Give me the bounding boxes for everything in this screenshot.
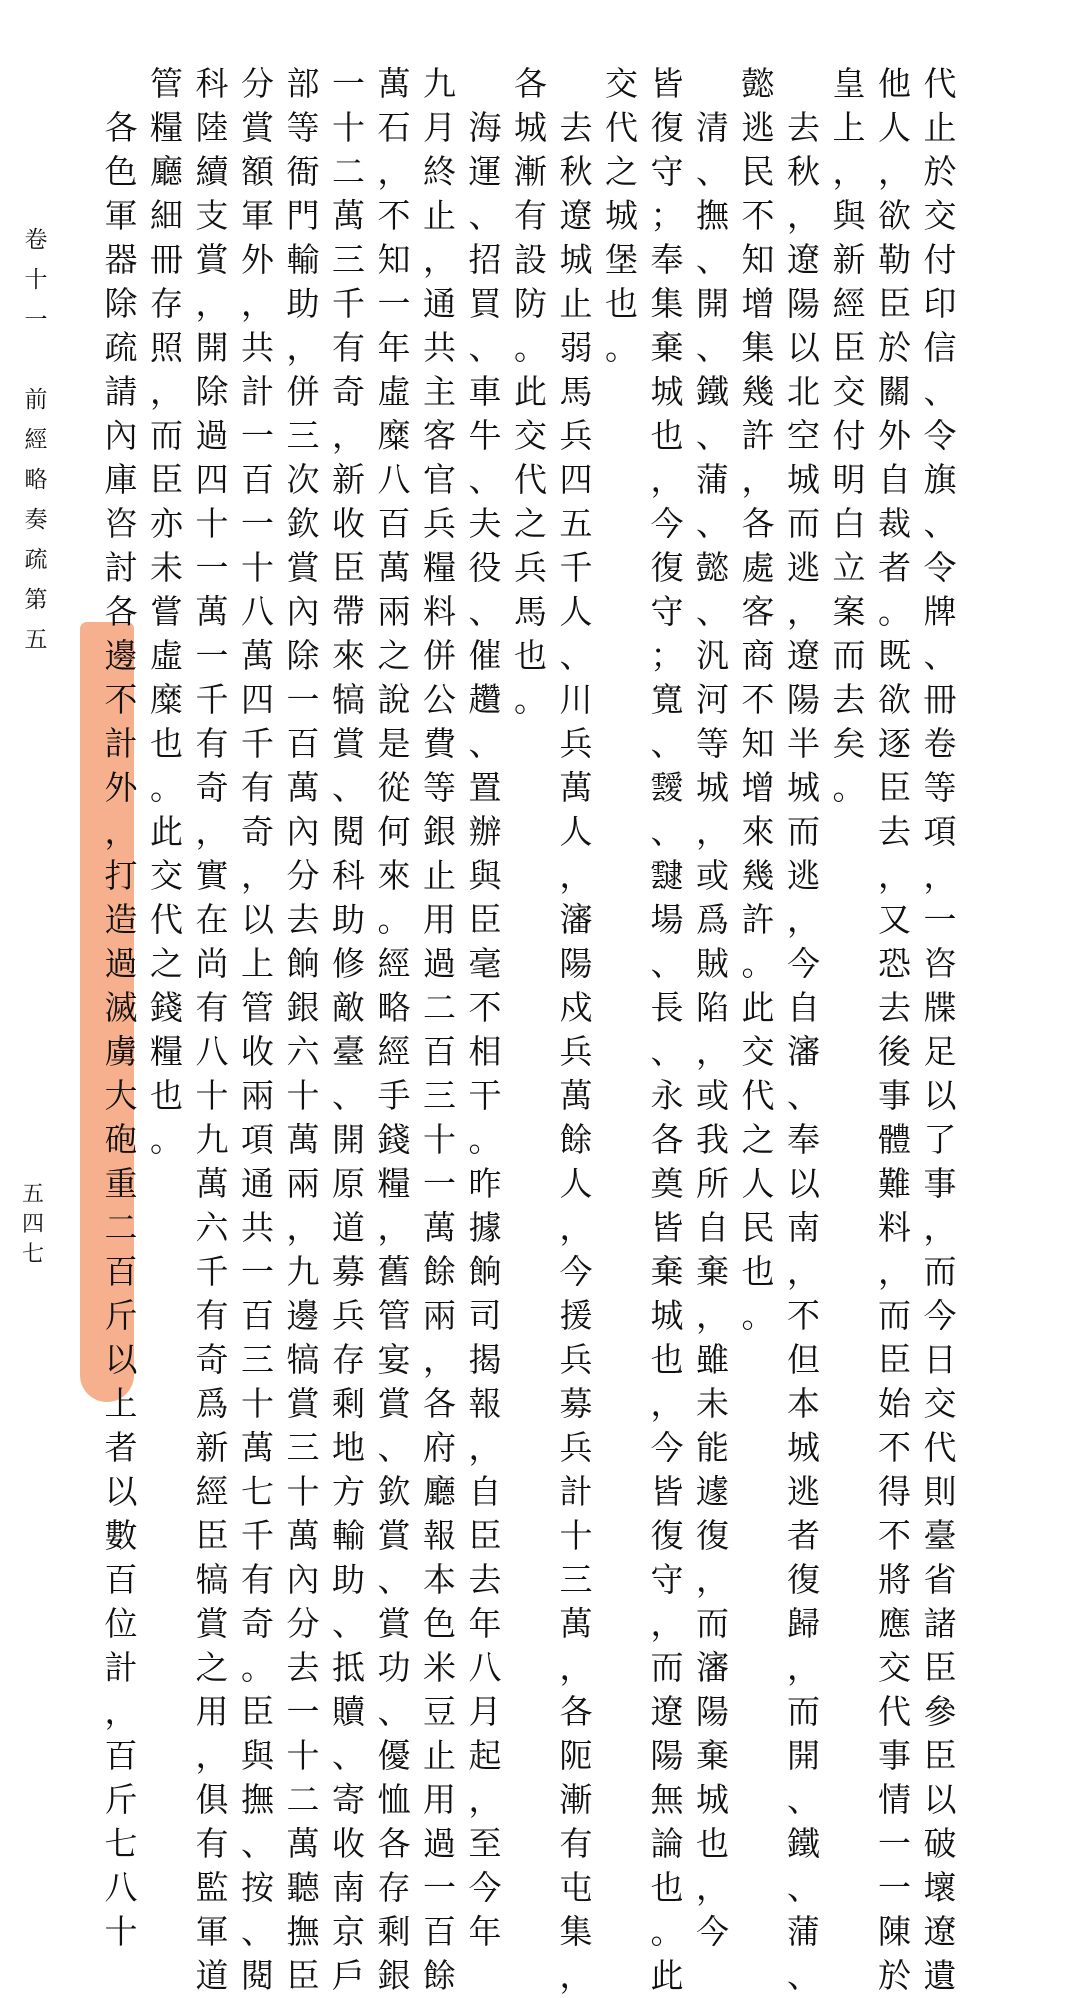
text-column: 懿 逃 民 不 知 增 集 幾 許 ， 各 處 客 商 不 知 增 來 幾 許 。 此 交 代 之 人 民 也 。 xyxy=(741,64,775,1335)
text-column: 皆 復 守 ； 奉 集 棄 城 也 ， 今 復 守 ； 寬 、 靉 、 靆 場 、 長 、 永 各 奠 皆 棄 城 也 ， 今 皆 復 守 ， 而 遼 陽 無 論 也 。 此 xyxy=(650,64,684,1995)
text-column: 部 等 衙 門 輸 助 ， 併 三 次 欽 賞 內 除 一 百 萬 內 分 去 餉 銀 六 十 萬 兩 ， 九 邊 犒 賞 三 十 萬 內 分 去 一 十 二 萬 聽 撫 臣 xyxy=(286,64,320,1995)
text-column: 科 陸 續 支 賞 ， 開 除 過 四 十 一 萬 一 千 有 奇 ， 實 在 尚 有 八 十 九 萬 六 千 有 奇 爲 新 經 臣 犒 賞 之 用 ， 俱 有 監 軍 道 xyxy=(195,64,229,1995)
running-head: 卷 十 一 前 經 略 奏 疏 第 五 xyxy=(24,227,48,653)
text-column: 分 賞 額 軍 外 ， 共 計 一 百 一 十 八 萬 四 千 有 奇 ， 以 上 管 收 兩 項 通 共 一 百 三 十 萬 七 千 有 奇 。 臣 與 撫 、 按 、 閱 xyxy=(241,64,274,1995)
text-column: 一 十 二 萬 三 千 有 奇 ， 新 收 臣 帶 來 犒 賞 、 閱 科 助 修 敵 臺 、 開 原 道 募 兵 存 剩 地 方 輸 助 、 抵 贖 、 寄 收 南 京 戶 xyxy=(332,64,365,1995)
page-number: 五 四 七 xyxy=(21,1182,44,1267)
text-column: 各 城 漸 有 設 防 。 此 交 代 之 兵 馬 也 。 xyxy=(514,64,547,719)
text-column: 管 糧 廳 細 冊 存 照 ， 而 臣 亦 未 嘗 虛 糜 也 。 此 交 代 之 錢 糧 也 。 xyxy=(150,64,183,1159)
text-column: 海 運 、 招 買 、 車 牛 、 夫 役 、 催 趲 、 置 辦 與 臣 毫 不 相 干 。 昨 據 餉 司 揭 報 ， 自 臣 去 年 八 月 起 ， 至 今 年 xyxy=(468,108,502,1951)
text-column: 去 秋 遼 城 止 弱 馬 兵 四 五 千 人 、 川 兵 萬 人 ， 瀋 陽 戍 兵 萬 餘 人 ， 今 援 兵 募 兵 計 十 三 萬 ， 各 阨 漸 有 屯 集 ， xyxy=(559,108,593,1995)
text-column: 萬 石 ， 不 知 一 年 虛 糜 八 百 萬 兩 之 說 是 從 何 來 。 經 略 經 手 錢 糧 ， 舊 管 宴 賞 、 欽 賞 、 賞 功 、 優 恤 各 存 剩 銀 xyxy=(377,64,411,1995)
text-column: 清 、 撫 、 開 、 鐵 、 蒲 、 懿 、 汎 河 等 城 ， 或 爲 賊 陷 ， 或 我 所 自 棄 ， 雖 未 能 遽 復 ， 而 瀋 陽 棄 城 也 ， 今 xyxy=(696,108,729,1951)
text-column: 交 代 之 城 堡 也 。 xyxy=(605,64,638,367)
text-column: 他 人 ， 欲 勒 臣 於 關 外 自 裁 者 。 既 欲 逐 臣 去 ， 又 恐 去 後 事 體 難 料 ， 而 臣 始 不 得 不 將 應 交 代 事 情 一 一 陳 於 xyxy=(878,64,911,1995)
text-column: 去 秋 ， 遼 陽 以 北 空 城 而 逃 ， 遼 陽 半 城 而 逃 ， 今 自 瀋 、 奉 以 南 ， 不 但 本 城 逃 者 復 歸 ， 而 開 、 鐵 、 蒲 、 xyxy=(787,108,820,1995)
text-column: 皇 上 ， 與 新 經 臣 交 付 明 白 立 案 而 去 矣 。 xyxy=(832,64,866,807)
text-column: 各 色 軍 器 除 疏 請 內 庫 咨 討 各 邊 不 計 外 ， 打 造 過 滅 虜 大 砲 重 二 百 斤 以 上 者 以 數 百 位 計 ， 百 斤 七 八 十 xyxy=(104,108,138,1951)
text-column: 代 止 於 交 付 印 信 、 令 旗 、 令 牌 、 冊 卷 等 項 ， 一 咨 牒 足 以 了 事 ， 而 今 日 交 代 則 臺 省 諸 臣 參 臣 以 破 壞 遼 遺 xyxy=(923,64,957,1995)
text-column: 九 月 終 止 ， 通 共 主 客 官 兵 糧 料 併 公 費 等 銀 止 用 過 二 百 三 十 一 萬 餘 兩 ， 各 府 廳 報 本 色 米 豆 止 用 過 一 百 餘 xyxy=(423,64,456,1995)
